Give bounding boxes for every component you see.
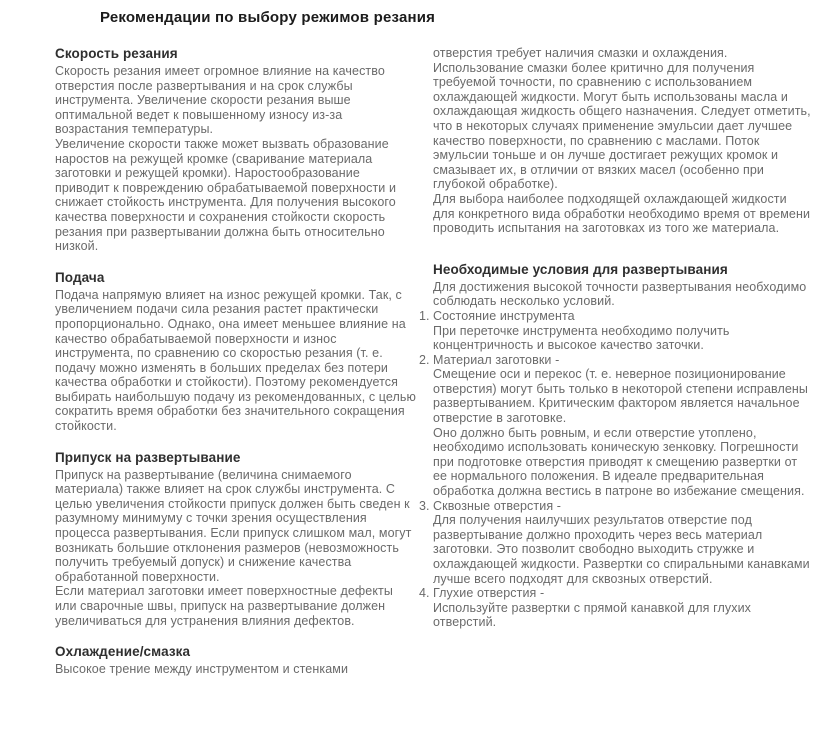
list-item-title: Материал заготовки - (433, 352, 560, 367)
section-reaming-allowance (55, 450, 417, 629)
paragraph: Смещение оси и перекос (т. е. неверное позиционирование отверстия) могут быть только в некоторой степени исправлены развертыванием. Критическим фактором является начальное отверстие в заготовке. (433, 367, 808, 426)
left-column (55, 46, 417, 677)
paragraph: Для достижения высокой точности развертывания необходимо соблюдать несколько условий. (433, 279, 807, 309)
section-heading: Охлаждение/смазка (55, 644, 191, 660)
list-item-title: Сквозные отверстия - (433, 498, 562, 513)
list-number: 3. (419, 498, 430, 513)
section-cutting-speed (55, 46, 417, 254)
section-heading: Припуск на развертывание (55, 449, 241, 465)
right-column (419, 46, 811, 630)
paragraph: Используйте развертки с прямой канавкой для глухих отверстий. (433, 600, 752, 630)
paragraph: При переточке инструмента необходимо получить концентричность и высокое качество заточки. (433, 323, 730, 353)
section-cooling-lubrication (55, 644, 417, 677)
paragraph: Увеличение скорости также может вызвать образование наростов на режущей кромке (сваривание материала заготовки и режущей кромки). Наростообразование приводит к повреждению обрабатываемой поверхности и снижает стойкость инструмента. Для получения высокого качества поверхности и сохранения стойкости скорость резания при развертывании должна быть относительно низкой. (55, 136, 397, 254)
list-item (419, 586, 811, 630)
section-reaming-conditions (419, 262, 811, 630)
list-item-body (433, 586, 811, 630)
document-title: Рекомендации по выбору режимов резания (100, 9, 436, 26)
section-heading: Подача (55, 269, 105, 285)
section-heading: Скорость резания (55, 46, 178, 61)
paragraph: Если материал заготовки имеет поверхностные дефекты или сварочные швы, припуск на развертывание должен увеличиваться для устранения влияния дефектов. (55, 584, 393, 628)
paragraph: Для выбора наиболее подходящей охлаждающей жидкости для конкретного вида обработки необходимо время от времени проводить испытания на заготовках из того же материала. (433, 191, 811, 236)
list-number: 2. (419, 352, 430, 367)
paragraph: Подача напрямую влияет на износ режущей кромки. Так, с увеличением подачи сила резания растет практически пропорционально. Однако, она имеет меньшее влияние на качество обрабатываемой поверхности и износ инструмента, по сравнению со скоростью резания (т. е. подачу можно изменять в больших пределах без потери качества обработки и стойкости). Поэтому рекомендуется выбирать наибольшую подачу из рекомендованных, с целью сократить время обработки без значительного сокращения стойкости. (55, 287, 417, 434)
paragraph: Для получения наилучших результатов отверстие под развертывание должно проходить через весь материал заготовки. Это позволит свободно выходить стружке и охлаждающей жидкости. Развертки со спиральными канавками лучше всего подходят для сквозных отверстий. (433, 513, 810, 586)
list-item (419, 309, 811, 353)
section-feed (55, 270, 417, 434)
list-item-title: Состояние инструмента (433, 308, 575, 323)
paragraph: отверстия требует наличия смазки и охлаждения. Использование смазки более критично для получения требуемой точности, по сравнению с использованием охлаждающей жидкости. Могут быть использованы масла и охлаждающая жидкость общего назначения. Следует отметить, что в некоторых случаях применение эмульсии дает лучшее качество поверхности, по сравнению с маслами. Поток эмульсии тоньше и он лучше достигает режущих кромок и смазывает их, в отличии от вязких масел (особенно при глубокой обработке). (433, 46, 811, 192)
paragraph: Скорость резания имеет огромное влияние на качество отверстия после развертывания и на срок службы инструмента. Увеличение скорости резания выше оптимальной ведет к повышенному износу из-за возрастания температуры. (55, 64, 385, 137)
list-item-title: Глухие отверстия - (433, 586, 545, 601)
paragraph: Высокое трение между инструментом и стенками (55, 662, 349, 677)
list-number: 1. (419, 308, 430, 323)
conditions-list (419, 309, 811, 630)
list-item-body (433, 353, 811, 499)
paragraph: Оно должно быть ровным, и если отверстие утоплено, необходимо использовать коническую зенковку. Погрешности при подготовке отверстия приводят к смещению развертки от ее нормального положения. В идеале предварительная обработка должна вестись в патроне во избежание смещения. (433, 425, 805, 499)
list-item-body (433, 309, 811, 353)
list-item (419, 499, 811, 587)
list-item (419, 353, 811, 499)
section-heading: Необходимые условия для развертывания (433, 261, 728, 277)
list-item-body (433, 499, 811, 587)
paragraph: Припуск на развертывание (величина снимаемого материала) также влияет на срок службы инструмента. С целью увеличения стойкости припуск должен быть сведен к разумному минимуму с точки зрения осуществления процесса развертывания. Если припуск слишком мал, могут возникать большие отклонения размеров (невозможность получить требуемый допуск) и снижение качества обработанной поверхности. (55, 467, 412, 584)
list-number: 4. (419, 586, 430, 601)
